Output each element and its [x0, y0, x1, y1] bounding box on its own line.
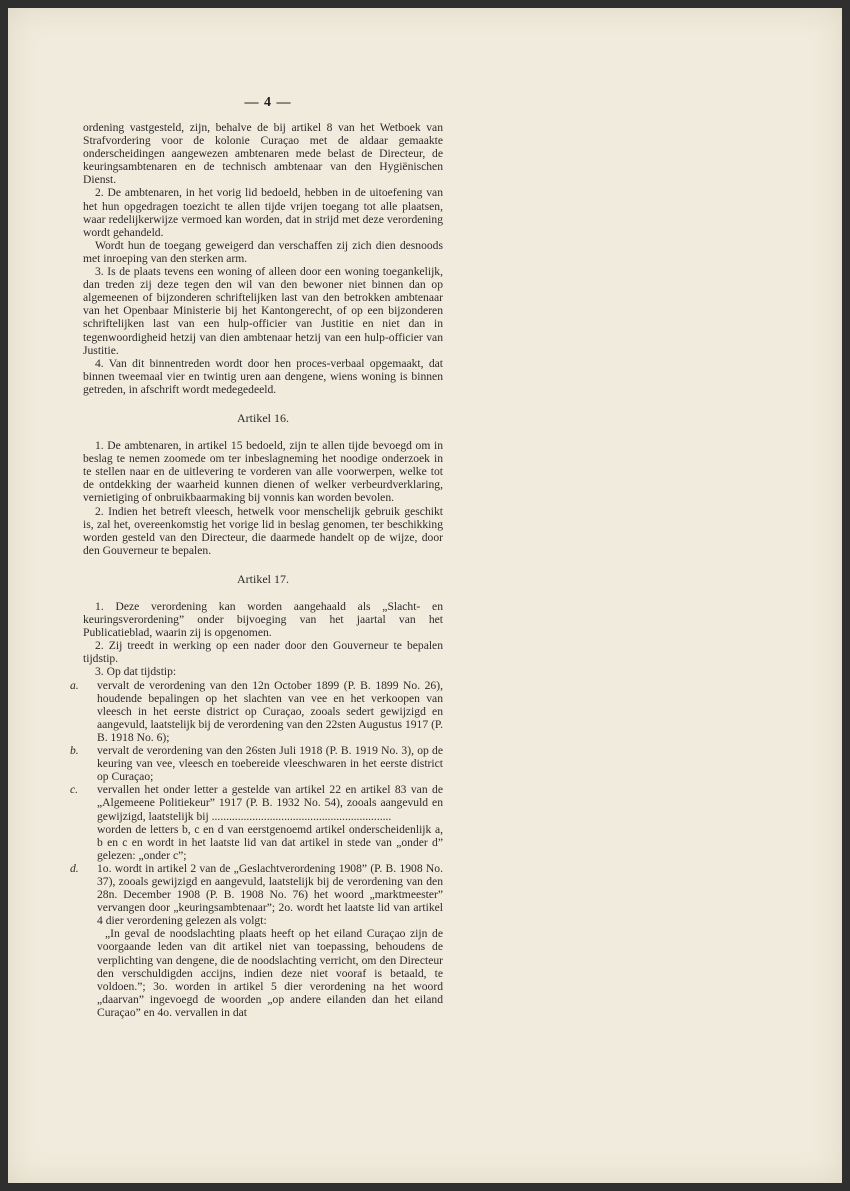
paragraph: 3. Op dat tijdstip:	[95, 665, 177, 679]
list-item-a	[70, 678, 443, 744]
article-16-heading: Artikel 16.	[237, 410, 289, 425]
document-page	[8, 8, 842, 1183]
document-body	[70, 121, 443, 1019]
item-text: 1o. wordt in artikel 2 van de „Geslachtverordening 1908” (P. B. 1908 No. 37), zooals gewijzigd en aangevuld, laatstelijk bij de verordening van den 28n. December 1908 (P. B. 1908 No. 76) het woord „marktmeester” vervangen door „keuringsambtenaar”; 2o. wordt het laatste lid van artikel 4 dier verordening gelezen als volgt:	[97, 861, 443, 928]
item-letter: c.	[70, 783, 79, 797]
paragraph: 2. De ambtenaren, in het vorig lid bedoeld, hebben in de uitoefening van het hun opgedragen toezicht te allen tijde vrijen toegang tot alle plaatsen, waar redelijkerwijze vermoed kan worden, dat in strijd met deze verordening wordt gehandeld.	[83, 186, 443, 239]
quoted-provision: „In geval de noodslachting plaats heeft op het eiland Curaçao zijn de voorgaande leden van dit artikel niet van toepassing, behoudens de verplichting van dengene, die de noodslachting verricht, om den Directeur den verschuldigden accijns, indien deze niet vooraf is betaald, te voldoen.”; 3o. worden in artikel 5 dier verordening na het woord „daarvan” ingevoegd de woorden „op andere eilanden dan het eiland Curaçao” en 4o. vervallen in dat	[97, 927, 443, 1019]
paragraph: 2. Indien het betreft vleesch, hetwelk voor menschelijk gebruik geschikt is, zal het, overeenkomstig het vorige lid in beslag genomen, ter beschikking worden gesteld van den Directeur, die daarmede handelt op de wijze, door den Gouverneur te bepalen.	[83, 504, 443, 557]
item-text: vervallen het onder letter a gestelde van artikel 22 en artikel 83 van de „Algemeene Politiekeur” 1917 (P. B. 1932 No. 54), zooals aangevuld en gewijzigd, laatstelijk bij ..............................................................	[97, 783, 443, 823]
item-c-continuation: worden de letters b, c en d van eerstgenoemd artikel onderscheidenlijk a, b en c en wordt in het laatste lid van dat artikel in stede van „onder d” gelezen: „onder c”;	[97, 822, 443, 862]
article-17-heading: Artikel 17.	[237, 571, 289, 586]
list-item-c	[70, 783, 443, 823]
paragraph: 1. De ambtenaren, in artikel 15 bedoeld, zijn te allen tijde bevoegd om in beslag te nemen zoomede om ter inbeslagneming het noodige onderzoek in te stellen naar en de uitlevering te vorderen van alle voorwerpen, welke tot de ontdekking der waarheid kunnen dienen of welker verbeurdverklaring, vernietiging of onbruikbaarmaking bij vonnis kan worden bevolen.	[83, 439, 443, 505]
page-number: — 4 —	[244, 95, 292, 110]
item-text: vervalt de verordening van den 26sten Juli 1918 (P. B. 1919 No. 3), op de keuring van vee, vleesch en toebereide vleeschwaren in het eerste district op Curaçao;	[97, 744, 443, 784]
item-text: vervalt de verordening van den 12n October 1899 (P. B. 1899 No. 26), houdende bepalingen op het slachten van vee en het verkoopen van vleesch in het eerste district op Curaçao, zooals sedert gewijzigd en aangevuld, laatstelijk bij de verordening van den 22sten Augustus 1917 (P. B. 1918 No. 6);	[97, 678, 443, 744]
paragraph: 2. Zij treedt in werking op een nader door den Gouverneur te bepalen tijdstip.	[83, 639, 443, 666]
list-item-d	[70, 861, 443, 928]
paragraph: Wordt hun de toegang geweigerd dan verschaffen zij zich dien desnoods met inroeping van den sterken arm.	[83, 238, 443, 265]
paragraph: 3. Is de plaats tevens een woning of alleen door een woning toegankelijk, dan treden zij deze tegen den wil van den bewoner niet binnen dan op algemeenen of bijzonderen schriftelijken last van den betrokken ambtenaar van het Openbaar Ministerie bij het Kantongerecht, of op een bijzonderen schriftelijken last van een hulp-officier van Justitie en niet dan in tegenwoordigheid hetzij van dien ambtenaar hetzij van een hulp-officier van Justitie.	[83, 265, 443, 357]
item-letter: d.	[70, 861, 79, 875]
paragraph: 4. Van dit binnentreden wordt door hen proces-verbaal opgemaakt, dat binnen tweemaal vier en twintig uren aan dengene, wiens woning is binnen getreden, in afschrift wordt medegedeeld.	[83, 356, 443, 396]
paragraph: ordening vastgesteld, zijn, behalve de bij artikel 8 van het Wetboek van Strafvordering voor de kolonie Curaçao met de aldaar gemaakte onderscheidingen aangewezen ambtenaren mede belast de Directeur, de keuringsambtenaren en de technisch ambtenaar van den Hygiënischen Dienst.	[83, 121, 443, 187]
paragraph: 1. Deze verordening kan worden aangehaald als „Slacht- en keuringsverordening” onder bijvoeging van het jaartal van het Publicatieblad, waarin zij is opgenomen.	[83, 600, 443, 640]
list-item-b	[70, 744, 443, 784]
item-letter: b.	[70, 744, 79, 758]
item-letter: a.	[70, 678, 79, 692]
